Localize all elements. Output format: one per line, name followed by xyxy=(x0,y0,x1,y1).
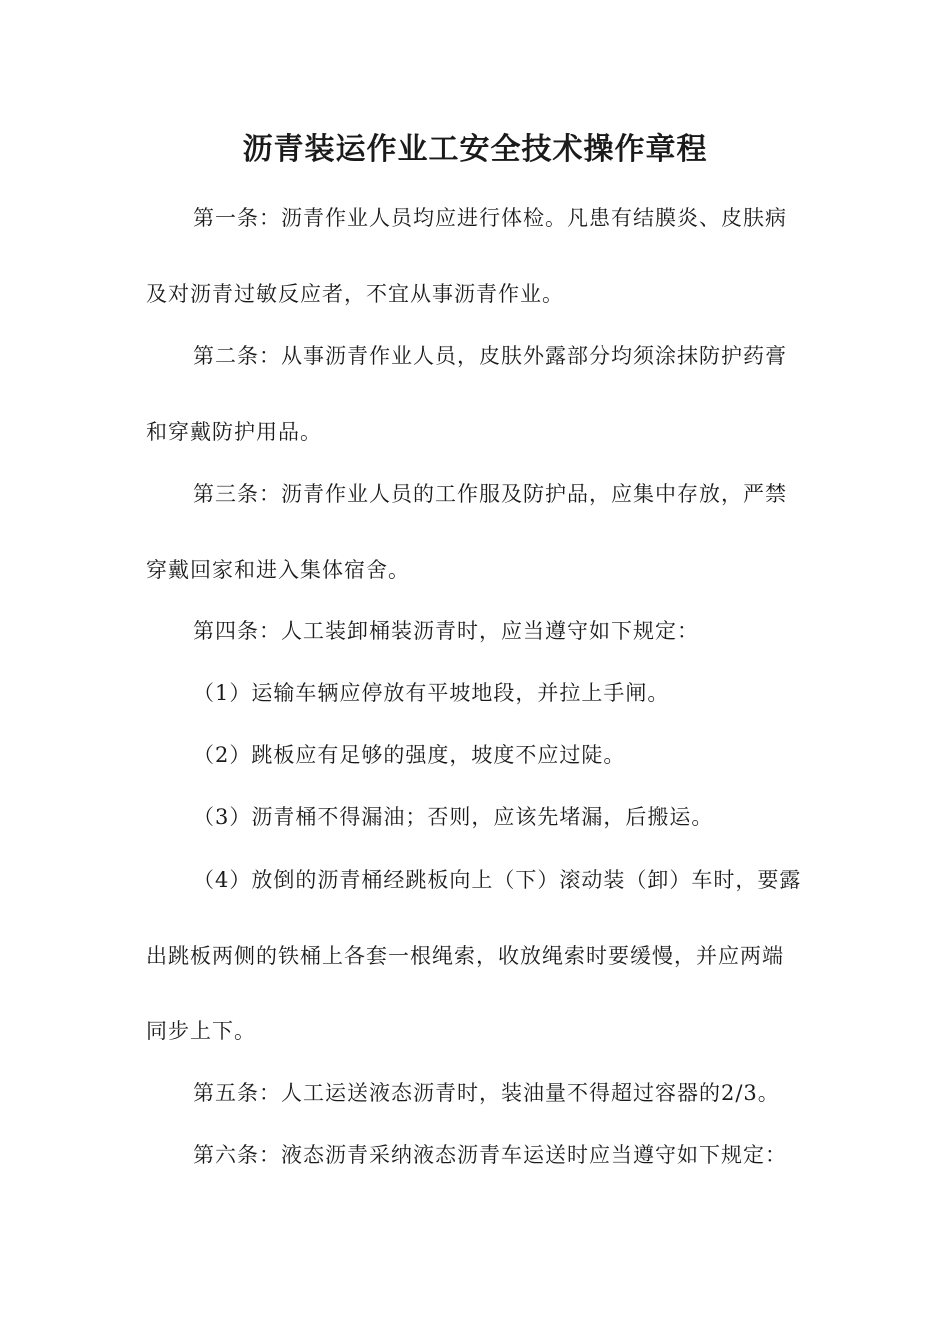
article-4-item-1: （1）运输车辆应停放有平坡地段，并拉上手闸。 xyxy=(193,681,670,705)
article-4-item-3: （3）沥青桶不得漏油；否则，应该先堵漏，后搬运。 xyxy=(193,805,714,829)
article-2-line-2: 和穿戴防护用品。 xyxy=(146,420,322,444)
article-3-line-1: 第三条：沥青作业人员的工作服及防护品，应集中存放，严禁 xyxy=(193,482,787,506)
article-1-line-2: 及对沥青过敏反应者，不宜从事沥青作业。 xyxy=(146,282,564,306)
article-4-line-1: 第四条：人工装卸桶装沥青时，应当遵守如下规定： xyxy=(193,619,699,643)
article-4-item-2: （2）跳板应有足够的强度，坡度不应过陡。 xyxy=(193,743,626,767)
article-5-line-1: 第五条：人工运送液态沥青时，装油量不得超过容器的2/3。 xyxy=(193,1081,780,1105)
article-4-item-4-line-2: 出跳板两侧的铁桶上各套一根绳索，收放绳索时要缓慢，并应两端 xyxy=(146,944,784,968)
article-4-item-4-line-1: （4）放倒的沥青桶经跳板向上（下）滚动装（卸）车时，要露 xyxy=(193,868,802,892)
article-2-line-1: 第二条：从事沥青作业人员，皮肤外露部分均须涂抹防护药膏 xyxy=(193,344,787,368)
page-title: 沥青装运作业工安全技术操作章程 xyxy=(242,132,708,167)
article-4-item-4-line-3: 同步上下。 xyxy=(146,1019,256,1043)
article-6-line-1: 第六条：液态沥青采纳液态沥青车运送时应当遵守如下规定： xyxy=(193,1143,787,1167)
article-3-line-2: 穿戴回家和进入集体宿舍。 xyxy=(146,558,410,582)
article-1-line-1: 第一条：沥青作业人员均应进行体检。凡患有结膜炎、皮肤病 xyxy=(193,206,787,230)
